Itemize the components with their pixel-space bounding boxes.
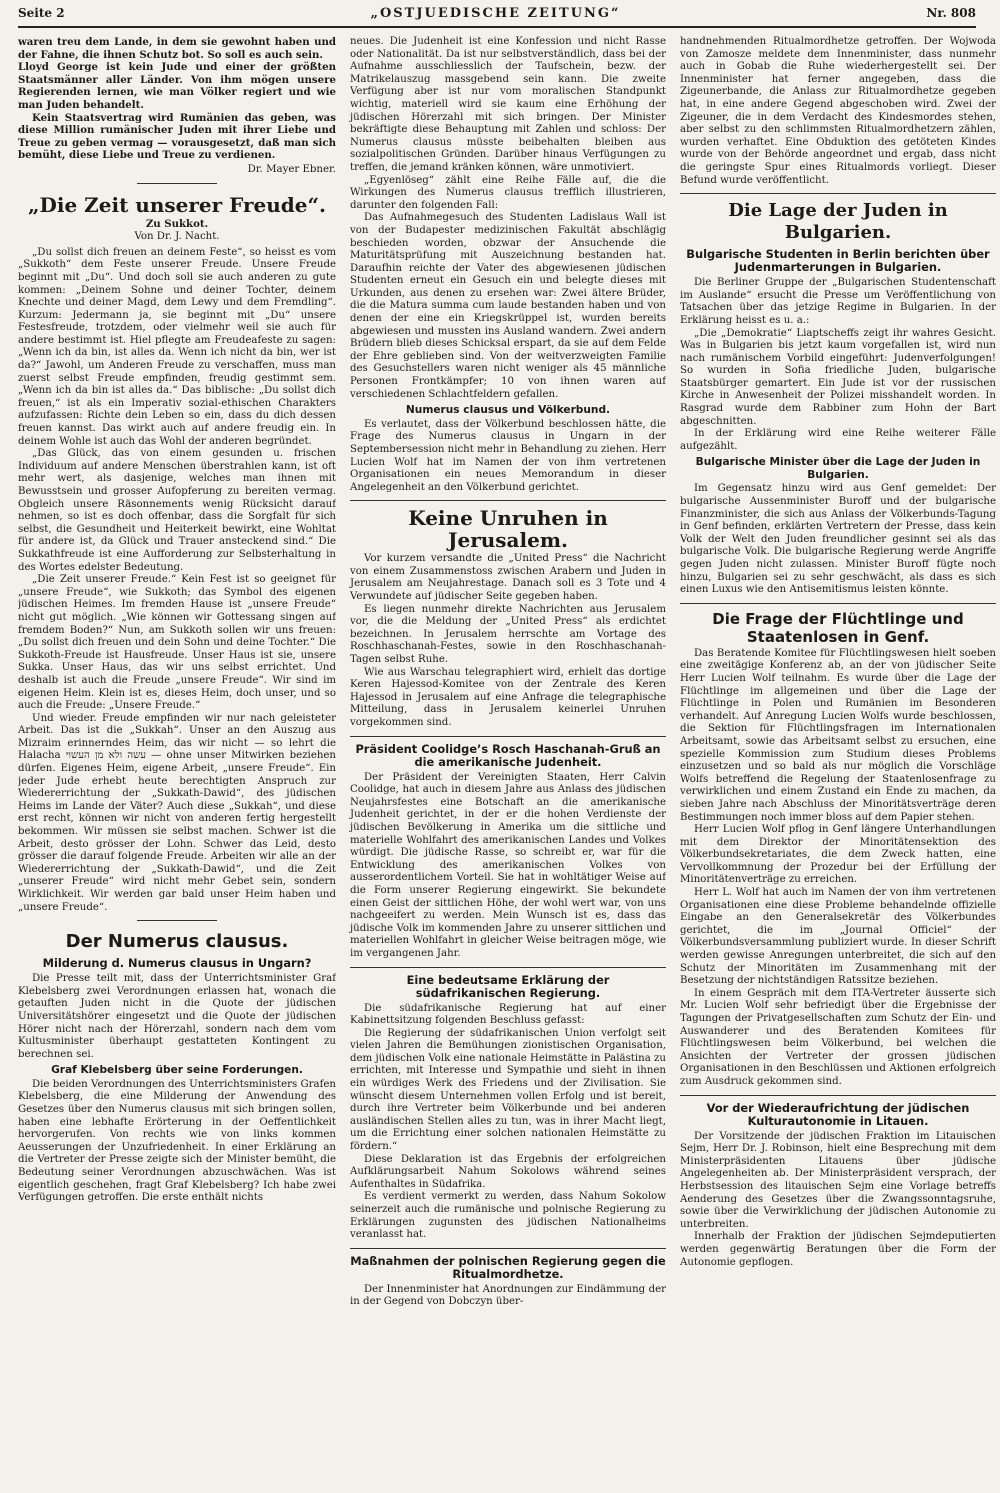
paragraph: Innerhalb der Fraktion der jüdischen Sejmdeputierten werden gegenwärtig Beratungen über die Form der Autonomie gepflogen. bbox=[680, 1231, 996, 1268]
divider bbox=[680, 603, 996, 604]
paragraph: „Du sollst dich freuen an deinem Feste“, so heisst es vom „Sukkoth“ dem Feste unserer Freude. Unsere Freude beginnt mit „Du“. Und doch soll sie auch anderen zu gute kommen: „Deinem Sohne und deiner Tochter, deinem Knechte und deiner Magd, dem Lewy und dem Fremdling“. Kurzum: Jedermann ja, sie beginnt mit „Du“ unsere Festesfreude, trotzdem, oder vielmehr weil sie auch für andere bestimmt ist. Hiel pflegte am Freudeafeste zu sagen: „Wenn ich da bin, ist alles da. Wenn ich nicht da bin, wer ist da?“ Jawohl, um Anderen Freude zu verschaffen, muss man zuerst selbst Freude empfinden, freudig gestimmt sem. „Wenn ich da bin ist alles da.“ Das biblische: „Du sollst dich freuen,“ ist als ein Imperativ sozial-ethischen Charakters aufzufassen: Richte dein Leben so ein, dass du dich dessen freuen kannst. Das wirkt auch auf andere freudig ein. In deinem Wohle ist auch das Wohl der anderen begründet. bbox=[18, 246, 336, 447]
column-1 bbox=[18, 36, 336, 1487]
divider bbox=[137, 183, 217, 184]
section-heading: Vor der Wiederaufrichtung der jüdischen Kulturautonomie in Litauen. bbox=[706, 1100, 970, 1128]
paragraph: „Das Glück, das von einem gesunden u. frischen Individuum auf andere Menschen überstrahlen kann, ist oft mehr wert, als dasjenige, welches man ihnen mit Bewusstsein und grosser Aufopferung zu bereiten vermag. Obgleich unsere Räsonnements wenig Rücksicht darauf nehmen, so ist es doch offenbar, dass die Sorgfalt für sich selbst, die Gesundheit und Heiterkeit bewirkt, eine Wohltat für andere ist, da Glück und Trauer ansteckend sind.“ Die Sukkathfreude ist eine Aufforderung zur Selbsterhaltung in des Wortes edelster Bedeutung. bbox=[18, 448, 336, 573]
intro-article bbox=[18, 36, 336, 162]
paragraph: neues. Die Judenheit ist eine Konfession und nicht Rasse oder Nationalität. Da ist nur selbstverständlich, dass bei der Aufnahme ausschliesslich der Taufschein, bezw. der Matrikelauszug massgebend sein kann. Die zweite Verfügung aber ist nur vom moralischen Standpunkt wichtig, materiell wird sie kaum eine Erhöhung der jüdischen Hörerzahl mit sich bringen. Der Minister bekräftigte diese Behauptung mit Zahlen und schloss: Der Numerus clausus müsste beibehalten bleiben aus sozialpolitischen Gründen. Darüber hinaus Verfügungen zu treffen, die jemand kränken können, wäre unmotiviert. bbox=[350, 36, 666, 173]
article-subtitle: Zu Sukkot. bbox=[145, 217, 209, 230]
article-title: „Die Zeit unserer Freude“. bbox=[28, 192, 326, 217]
paper-title: „OSTJUEDISCHE ZEITUNG“ bbox=[370, 5, 621, 21]
section-heading: Numerus clausus und Völkerbund. bbox=[405, 404, 611, 417]
paragraph: Die beiden Verordnungen des Unterrichtsministers Grafen Klebelsberg, die eine Milderung der Anwendung des Gesetzes über den Numerus clausus mit sich bringen sollen, haben eine lebhafte Erörterung in der Oeffentlichkeit hervorgerufen. Von rechts wie von links kommen Aeusserungen der Unzufriedenheit. In einer Erklärung an die Vertreter der Presse zeigte sich der Minister bemüht, die Bedeutung seiner Verordnungen abzuschwächen. Was ist eigentlich geschehen, fragt Graf Klebelsberg? Ich habe zwei Verfügungen getroffen. Die erste enthält nichts bbox=[18, 1078, 336, 1204]
paragraph: In der Erklärung wird eine Reihe weiterer Fälle aufgezählt. bbox=[680, 428, 996, 452]
divider bbox=[137, 920, 217, 921]
page-label: Seite 2 bbox=[18, 6, 65, 20]
section-heading: Maßnahmen der polnischen Regierung gegen die Ritualmordhetze. bbox=[350, 1253, 666, 1281]
divider bbox=[350, 1248, 666, 1249]
paragraph: „Die Zeit unserer Freude.“ Kein Fest ist so geeignet für „unsere Freude“, wie Sukkoth; das Symbol des eigenen jüdischen Heimes. Im fremden Hause ist „unsere Freude“ nicht gut möglich. „Wie können wir Gottessang singen auf fremdem Boden?“ Nun, am Sukkoth sollen wir uns freuen: „Du sollst dich freuen und dein Sohn und deine Tochter.“ Die Sukkoth-Freude ist Hausfreude. Unser Haus ist sie, unsere Sukka. Unser Haus, das wir uns selbst errichtet. Und deshalb ist auch die Freude „unsere Freude“. Wir sind im eigenen Heim. Klein ist es, dieses Heim, doch unser, und so auch die Freude: „Unsere Freude.“ bbox=[18, 574, 336, 712]
paragraph: Kein Staatsvertrag wird Rumänien das geben, was diese Million rumänischer Juden mit ihrer Liebe und Treue zu geben vermag — vorausgesetzt, daß man sich bemüht, diese Liebe und Treue zu verdienen. bbox=[18, 111, 336, 162]
paragraph: Die Berliner Gruppe der „Bulgarischen Studentenschaft im Auslande“ ersucht die Presse um Veröffentlichung von Tatsachen über das jetzige Regime in Bulgarien. In der Erklärung heisst es u. a.: bbox=[680, 277, 996, 326]
paragraph: Die Regierung der südafrikanischen Union verfolgt seit vielen Jahren die Bemühungen zionistischen Organisation, dem jüdischen Volk eine nationale Heimstätte in Palästina zu errichten, mit Interesse und Sympathie und sieht in ihnen ein würdiges Werk des Friedens und der Zivilisation. Sie wünscht diesem Unternehmen vollen Erfolg und ist bereit, durch ihre Vertreter beim Völkerbunde und bei anderen ausländischen Stellen alles zu tun, was in ihrer Macht liegt, um die Errichtung einer solchen nationalen Heimstätte zu fördern.“ bbox=[350, 1027, 666, 1153]
paragraph: Der Innenminister hat Anordnungen zur Eindämmung der in der Gegend von Dobczyn über- bbox=[350, 1283, 666, 1308]
paragraph: Vor kurzem versandte die „United Press“ die Nachricht von einem Zusammenstoss zwischen Arabern und Juden in Jerusalem am Neujahrestage. Danach soll es 3 Tote und 4 Verwundete auf jüdischer Seite gegeben haben. bbox=[350, 553, 666, 603]
paragraph: Lloyd George ist kein Jude und einer der größten Staatsmänner aller Länder. Von ihm mögen unsere Regierenden lernen, wie man Völker regiert und wie man Juden behandelt. bbox=[18, 61, 336, 111]
paragraph: Es liegen nunmehr direkte Nachrichten aus Jerusalem vor, die die Meldung der „United Press“ als erdichtet bezeichnen. In Jerusalem herrschte am Vortage des Roschhaschanah-Festes, sowie in den Roschhaschanah-Tagen selbst Ruhe. bbox=[350, 603, 666, 666]
section-heading: Graf Klebelsberg über seine Forderungen. bbox=[51, 1064, 303, 1077]
divider bbox=[350, 967, 666, 968]
paragraph: handnehmenden Ritualmordhetze getroffen. Der Wojwoda von Zamosze meldete dem Innenminister, dass nunmehr auch in Gobab die Ruhe wiederhergestellt sei. Der Innenminister hat ferner angegeben, dass die Zigeunerbande, die Anlass zur Ritualmordhetze gegeben hat, in eine andere Gegend abgeschoben wird. Zwei der Zigeuner, die in dem Verdacht des Kindesmordes stehen, aber selbst zu den schlimmsten Ritualmordhetzern zählen, wurden verhaftet. Eine Obduktion des getöteten Kindes wurde von der Behörde angeordnet und ergab, dass nicht die geringste Spur eines Ritualmords vorliegt. Dieser Befund wurde veröffentlicht. bbox=[680, 36, 996, 186]
paragraph: Herr Lucien Wolf pflog in Genf längere Unterhandlungen mit dem Direktor der Minoritätensektion des Völkerbundsekretariates, die dem Zweck hatten, eine Vervollkommnung der Prozedur bei der Erfüllung der Minoritätenverträge zu erreichen. bbox=[680, 824, 996, 886]
paragraph: „Die „Demokratie“ Liaptscheffs zeigt ihr wahres Gesicht. Was in Bulgarien bis jetzt kaum vorgefallen ist, wird nun nach rumänischem Vorbild eingeführt: Judenverfolgungen! So wurden in Sofia friedliche Juden, bulgarische Staatsbürger gemartert. Ein Jude ist vor der russischen Kirche in Anwesenheit der Polizei misshandelt worden. In Rasgrad wurde dem Rabbiner zum Hohn der Bart abgeschnitten. bbox=[680, 327, 996, 427]
article-title: Die Lage der Juden in Bulgarien. bbox=[728, 200, 948, 244]
paragraph: Der Vorsitzende der jüdischen Fraktion im Litauischen Sejm, Herr Dr. J. Robinson, hielt eine Besprechung mit dem Ministerpräsidenten Litauens über jüdische Angelegenheiten ab. Der Ministerpräsident versprach, der Herbstsession des litauischen Sejm eine Vorlage betreffs Aenderung des Gesetzes über die Zwangssonntagsruhe, sowie über die Verwirklichung der jüdischen Autonomie zu unterbreiten. bbox=[680, 1130, 996, 1230]
paragraph: Es verlautet, dass der Völkerbund beschlossen hätte, die Frage des Numerus clausus in Ungarn in der Septembersession nicht mehr in Behandlung zu ziehen. Herr Lucien Wolf hat im Namen der von ihm vertretenen Organisationen ein neues Memorandum in dieser Angelegenheit an den Völkerbund gerichtet. bbox=[350, 418, 666, 493]
column-2 bbox=[348, 36, 666, 1487]
paragraph: waren treu dem Lande, in dem sie gewohnt haben und der Fahne, die ihnen Schutz bot. So soll es auch sein. bbox=[18, 36, 336, 61]
paragraph: Das Aufnahmegesuch des Studenten Ladislaus Wall ist von der Budapester medizinischen Fakultät abschlägig beschieden worden, obzwar der Ansuchende die Maturitätsprüfung mit Auszeichnung bestanden hat. Daraufhin reichte der Vater des abgewiesenen jüdischen Studenten erneut ein Gesuch ein und belegte dieses mit Urkunden, aus denen zu ersehen war: Zwei ältere Brüder, die die Matura summa cum laude bestanden haben und von denen der eine ein Kriegskrüppel ist, wurden bereits abgewiesen und mussten ins Ausland wandern. Zwei andern Brüdern blieb dieses Schicksal erspart, da sie auf dem Felde der Ehre geblieben sind. Von der weitverzweigten Familie des Gesuchstellers waren nicht weniger als 45 männliche Personen Frontkämpfer; 10 von ihnen waren auf verschiedenen Schlachtfeldern gefallen. bbox=[350, 212, 666, 400]
section-heading: Eine bedeutsame Erklärung der südafrikanischen Regierung. bbox=[406, 972, 610, 1000]
paragraph: Das Beratende Komitee für Flüchtlingswesen hielt soeben eine zweitägige Konferenz ab, an der von jüdischer Seite Herr Lucien Wolf teilnahm. Es wurde über die Lage der Flüchtlinge im allgemeinen und über die Lage der Flüchtlinge in Polen und Rumänien im Besonderen verhandelt. Auf Anregung Lucien Wolfs wurde beschlossen, die Sektion für Flüchtlingsfragen im Internationalen Arbeitsamt, sowie das Arbeitsamt selbst zu ersuchen, eine spezielle Kommission zum Studium dieses Problems einzusetzen und so bald als nur möglich die Vorschläge Wolfs betreffend die Regelung der Staatenlosenfrage zu verwirklichen und einem Zustand ein Ende zu machen, da sieben Jahre nach Abschluss der Minoritätsverträge deren Bestimmungen noch immer bloss auf dem Papier stehen. bbox=[680, 647, 996, 823]
paragraph: Der Präsident der Vereinigten Staaten, Herr Calvin Coolidge, hat auch in diesem Jahre aus Anlass des jüdischen Neujahrsfestes eine Botschaft an die amerikanische Judenheit gerichtet, in der er die hohen Verdienste der jüdischen Bevölkerung in Amerika um die sittliche und materielle Wohlfahrt des amerikanischen Landes und Volkes würdigt. Die jüdische Rasse, so schreibt er, war für die Entwicklung des amerikanischen Volkes von ausserordentlichem Vorteil. Sie hat in wohltätiger Weise auf die Form unserer Regierung eingewirkt. Sie bekundete einen Geist der sittlichen Höhe, der wohl wert war, von uns nachgeeifert zu werden. Mein Wunsch ist es, dass das jüdische Volk im kommenden Jahre zu unserer sittlichen und materiellen Wohlfahrt in gleicher Weise beitragen möge, wie im vergangenen Jahr. bbox=[350, 771, 666, 959]
article-title: Keine Unruhen in Jerusalem. bbox=[408, 506, 608, 553]
divider bbox=[680, 1095, 996, 1096]
paragraph: Die Presse teilt mit, dass der Unterrichtsminister Graf Klebelsberg zwei Verordnungen erlassen hat, wonach die getauften Juden nicht in die Quote der jüdischen Universitätshörer eingesetzt und die Quote der jüdischen Hörer nicht nach der Hörerzahl, sondern nach dem vom Kultusminister überhaupt gestatteten Kontingent zu berechnen sei. bbox=[18, 973, 336, 1060]
section-heading: Präsident Coolidge’s Rosch Haschanah-Gruß an die amerikanische Judenheit. bbox=[355, 741, 661, 769]
divider bbox=[350, 736, 666, 737]
article-author: Von Dr. J. Nacht. bbox=[134, 231, 220, 243]
paragraph: Im Gegensatz hinzu wird aus Genf gemeldet: Der bulgarische Aussenminister Buroff und der bulgarische Finanzminister, die sich aus Anlass der Völkerbunds-Tagung in Genf befinden, erklärten Vertretern der Presse, dass kein Volk der Welt den Juden freundlicher gesinnt sei als das bulgarische Volk. Die bulgarische Regierung werde Angriffe gegen Juden nicht zulassen. Minister Buroff fügte noch hinzu, Bulgarien sei zu sehr geschwächt, als dass es sich einen Luxus wie den Antisemitismus leisten könnte. bbox=[680, 483, 996, 596]
section-heading: Bulgarische Studenten in Berlin berichten über Judenmarterungen in Bulgarien. bbox=[686, 247, 990, 275]
columns bbox=[18, 36, 996, 1487]
paragraph: Die südafrikanische Regierung hat auf einer Kabinettsitzung folgenden Beschluss gefasst: bbox=[350, 1002, 666, 1027]
paragraph: Herr L. Wolf hat auch im Namen der von ihm vertretenen Organisationen eine diese Probleme behandelnde offizielle Eingabe an den Generalsekretär des Völkerbundes gerichtet, die im „Journal Officiel“ der Völkerbundsversammlung publiziert wurde. In dieser Schrift werden gewisse Anregungen unterbreitet, die sich auf den Schutz der Minoritäten im Zusammenhang mit der Besetzung der nichtständigen Ratssitze beziehen. bbox=[680, 887, 996, 987]
issue-number: Nr. 808 bbox=[926, 6, 976, 20]
paragraph: „Egyenlöseg“ zählt eine Reihe Fälle auf, die die Wirkungen des Numerus clausus trefflich illustrieren, darunter den folgenden Fall: bbox=[350, 174, 666, 211]
paragraph: Wie aus Warschau telegraphiert wird, erhielt das dortige Keren Hajessod-Komitee von der Zentrale des Keren Hajessod in Jerusalem auf eine Anfrage die telegraphische Mitteilung, dass in Jerusalem keinerlei Unruhen vorgekommen sind. bbox=[350, 666, 666, 728]
signature: Dr. Mayer Ebner. bbox=[247, 163, 336, 175]
article-title: Die Frage der Flüchtlinge und Staatenlosen in Genf. bbox=[712, 609, 964, 646]
divider bbox=[350, 500, 666, 501]
paragraph: Diese Deklaration ist das Ergebnis der erfolgreichen Aufklärungsarbeit Nahum Sokolows während seines Aufenthaltes in Südafrika. bbox=[350, 1153, 666, 1190]
column-3 bbox=[678, 36, 996, 1487]
paragraph: Es verdient vermerkt zu werden, dass Nahum Sokolow seinerzeit auch die rumänische und polnische Regierung zu Erklärungen zugunsten des jüdischen Nationalheims veranlasst hat. bbox=[350, 1191, 666, 1241]
masthead bbox=[18, 0, 976, 28]
section-heading: Bulgarische Minister über die Lage der Juden in Bulgarien. bbox=[695, 456, 981, 481]
divider bbox=[680, 193, 996, 194]
section-heading: Milderung d. Numerus clausus in Ungarn? bbox=[42, 956, 312, 971]
article-title: Der Numerus clausus. bbox=[65, 931, 289, 953]
paragraph: Und wieder. Freude empfinden wir nur nach geleisteter Arbeit. Das ist die „Sukkah“. Unser an den Auszug aus Mizraim erinnerndes Heim, das wir nicht — so lehrt die Halacha עשה ולא מן העשוי — ohne unser Mitwirken beziehen dürfen. Eigenes Heim, eigene Arbeit, „unsere Freude“. Ein jeder Jude erhebt heute berechtigten Anspruch zur Wiedererrichtung der „Sukkath-Dawid“, des jüdischen Heims im Lande der Väter? Auch diese „Sukkah“, und diese erst recht, können wir nicht von anderen fertig hergestellt bekommen. Wir müssen sie selbst machen. Schwer ist die Arbeit, desto grösser der Lohn. Schwer das Leid, desto grösser die darauf folgende Freude. Arbeiten wir alle an der Wiedererrichtung der „Sukkath-Dawid“, und die Zeit „unserer Freude“ wird nicht mehr Gebet sein, sondern Wirklichkeit. Wir werden gar bald unser Heim haben und „unsere Freude“. bbox=[18, 712, 336, 913]
paragraph: In einem Gespräch mit dem ITA-Vertreter äusserte sich Mr. Lucien Wolf sehr befriedigt über die Ergebnisse der Tagungen der Privatgesellschaften zum Schutz der Ein- und Auswanderer und des Beratenden Komitees für Flüchtlingswesen beim Völkerbund, bei welchen die Ansichten der Vertreter der grossen jüdischen Organisationen in den Beschlüssen und Aktionen erfolgreich zum Ausdruck gekommen sind. bbox=[680, 987, 996, 1087]
